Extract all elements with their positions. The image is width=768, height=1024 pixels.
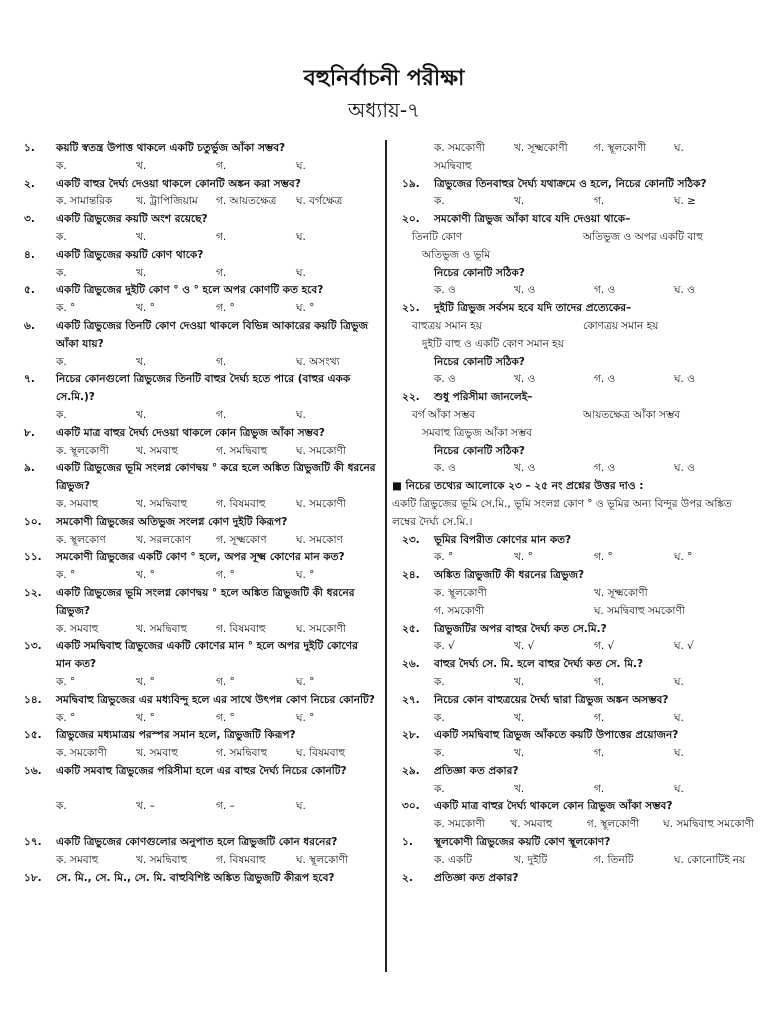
question (14, 247, 376, 265)
option: ঘ. ও (674, 462, 695, 475)
option: ঘ. (296, 408, 306, 421)
option: গ. ° (594, 551, 613, 564)
option: গ. (216, 159, 227, 172)
question-text: একটি ত্রিভুজের কয়টি অংশ রয়েছে? (56, 213, 208, 226)
options-row (14, 798, 376, 816)
question-number: ২২. (402, 391, 420, 404)
question (392, 300, 754, 318)
option: খ. সমদ্বিবাহু (136, 622, 188, 635)
option: ঘ. (674, 675, 684, 688)
option: খ. (136, 159, 147, 172)
option: গ. (216, 230, 227, 243)
question (14, 282, 376, 300)
option: গ. (216, 355, 227, 368)
options-row (14, 300, 376, 318)
question-text: একটি সমবাহু ত্রিভুজের পরিসীমা হলে এর বাহুর দৈর্ঘ্য নিচের কোনটি? (56, 764, 347, 777)
option: খ. ° (136, 711, 155, 724)
question-text: নিচের কোন বাহুত্রয়ের দৈর্ঘ্য দ্বারা ত্রিভুজ অঙ্কন অসম্ভব? (434, 693, 669, 706)
option: ক. ° (434, 551, 454, 564)
question-number: ২৭. (402, 693, 420, 706)
question (14, 460, 376, 496)
option: খ. ও (514, 284, 536, 297)
question (14, 727, 376, 745)
option: ঘ. (296, 266, 306, 279)
option: গ. সমকোণী (434, 604, 485, 617)
question-text: সমকোণী ত্রিভুজের একটি কোণ ° হলে, অপর সূক্ষ্ম কোণের মান কত? (56, 551, 345, 564)
option: খ. সমবাহু (136, 747, 178, 760)
question-number: ১৬. (24, 764, 42, 777)
option: ক. সমকোণী (56, 747, 107, 760)
option: ক. (434, 711, 445, 724)
question-text: একটি বাহুর দৈর্ঘ্য দেওয়া থাকলে কোনটি অঙ্কন করা সম্ভব? (56, 177, 301, 190)
option: ঘ. ° (296, 675, 315, 688)
question-number: ২৬. (402, 658, 420, 671)
option: ঘ. √ (674, 640, 694, 653)
options-row (392, 638, 754, 656)
option: গ. (594, 782, 605, 795)
options-row (392, 852, 754, 870)
option: খ. ও (514, 462, 536, 475)
question-text: একটি সমদ্বিবাহু ত্রিভুজ আঁকতে কয়টি উপাত্তের প্রয়োজন? (434, 729, 679, 742)
question (392, 798, 754, 816)
question (14, 870, 376, 888)
option: ঘ. ° (674, 551, 693, 564)
question-text: একটি ত্রিভুজের কয়টি কোণ থাকে? (56, 248, 204, 261)
option: ঘ. ° (296, 302, 315, 315)
option: ক. ও (434, 284, 456, 297)
option: খ. (514, 711, 525, 724)
option: খ. ° (136, 569, 155, 582)
option: গ. স্থূলকোণী (594, 142, 647, 154)
option: খ. সূক্ষ্মকোণী (594, 586, 648, 599)
question-text: ভূমির বিপরীত কোণের মান কত? (434, 533, 572, 546)
option: ক. (56, 230, 67, 243)
option: ক. (56, 266, 67, 279)
option: ক. একটি (434, 853, 473, 866)
question-number (392, 265, 434, 283)
option: গ. (594, 711, 605, 724)
option: ক. ও (434, 462, 456, 475)
options-row (392, 371, 754, 389)
question (392, 727, 754, 745)
question (392, 567, 754, 585)
question-number: ১. (24, 142, 35, 154)
passage-text: একটি ত্রিভুজের ভূমি সে.মি., ভূমি সংলগ্ন কোণ ° ও ভূমির অন্য বিন্দুর উপর অঙ্কিত লম্বের দৈর্ঘ্য সে.মি.। (392, 497, 732, 528)
question-text: প্রতিজ্ঞা কত প্রকার? (434, 871, 519, 884)
question (14, 176, 376, 194)
question (392, 265, 754, 283)
question-text: নিচের কোনগুলো ত্রিভুজের তিনটি বাহুর দৈর্ঘ্য হতে পারে (বাহুর একক সে.মি.)? (56, 373, 351, 404)
options-row (392, 140, 754, 158)
column-divider (385, 140, 387, 972)
question-number: ৪. (24, 248, 35, 261)
section-heading: ■ নিচের তথ্যের আলোকে ২৩ – ২৫ নং প্রশ্নের উত্তর দাও : (392, 480, 644, 493)
question (392, 834, 754, 852)
option: খ. ° (136, 675, 155, 688)
options-row (14, 229, 376, 247)
statement-row (392, 318, 754, 336)
option: ঘ. সমকোণী (296, 444, 346, 457)
question-number: ১৭. (24, 836, 42, 849)
options-row (392, 816, 754, 834)
option: গ. সমদ্বিবাহু (216, 444, 268, 457)
option: ক. স্থূলকোণী (434, 586, 487, 599)
left-column (14, 140, 376, 887)
option: ঘ. ও (674, 284, 695, 297)
question (392, 354, 754, 372)
question-number: ২০. (402, 213, 420, 226)
question (14, 371, 376, 407)
question-number (392, 354, 434, 372)
question-text: একটি মাত্র বাহুর দৈর্ঘ্য দেওয়া থাকলে কোন ত্রিভুজ আঁকা সম্ভব? (56, 426, 325, 439)
options-row (392, 460, 754, 478)
question-text: সমদ্বিবাহু ত্রিভুজের এর মধ্যবিন্দু হলে এর সাথে উৎপন্ন কোণ নিচের কোনটি? (56, 693, 375, 706)
option: গ. (216, 266, 227, 279)
options-row (14, 621, 376, 639)
option: খ. (514, 675, 525, 688)
options-row (14, 496, 376, 514)
question-number: ২৩. (402, 533, 420, 546)
option: গ. √ (594, 640, 615, 653)
option: খ. ট্রাপিজিয়াম (136, 195, 198, 208)
question-text: একটি ত্রিভুজের তিনটি কোণ দেওয়া থাকলে বিভিন্ন আকারের কয়টি ত্রিভুজ আঁকা যায়? (56, 319, 369, 350)
option: গ. সূক্ষ্মকোণ (216, 533, 267, 546)
question (14, 834, 376, 852)
question (392, 870, 754, 888)
question-text: একটি মাত্র বাহুর দৈর্ঘ্য থাকলে কোন ত্রিভুজ আঁকা সম্ভব? (434, 800, 673, 813)
option: ঘ. (296, 800, 306, 813)
question-number: ২১. (402, 302, 420, 315)
statement: তিনটি কোণ (412, 230, 463, 243)
question-number: ৫. (24, 284, 35, 297)
question-number: ১৩. (24, 640, 42, 653)
options-row (392, 674, 754, 692)
question-number: ১০. (24, 515, 42, 528)
statement: সমবাহু ত্রিভুজ আঁকা সম্ভব (422, 426, 533, 439)
option: ঘ. ও (674, 373, 695, 386)
question-number: ২৯. (402, 764, 420, 777)
question (392, 621, 754, 639)
options-row (14, 265, 376, 283)
option: ক. (434, 747, 445, 760)
question (392, 389, 754, 407)
option: খ. ° (514, 551, 533, 564)
options-row (392, 549, 754, 567)
option: ঘ. অসংখ্য (296, 355, 340, 368)
option: গ. – (216, 800, 235, 813)
question-text: দুইটি ত্রিভুজ সর্বসম হবে যদি তাদের প্রত্যেকের– (434, 302, 632, 315)
question-number: ১৯. (402, 177, 420, 190)
question-text: সে. মি., সে. মি., সে. মি. বাহুবিশিষ্ট অঙ্কিত ত্রিভুজটি কীরূপ হবে? (56, 871, 335, 884)
option: ক. স্থূলকোণী (56, 444, 109, 457)
question-number: ১৮. (24, 871, 42, 884)
option: ক. সমবাহু (56, 497, 99, 510)
option: ঘ. ° (296, 711, 315, 724)
option: খ. √ (514, 640, 535, 653)
options-row (392, 603, 754, 621)
question (392, 656, 754, 674)
option: খ. সমদ্বিবাহু (136, 853, 188, 866)
option: ক. (434, 782, 445, 795)
options-row (392, 781, 754, 799)
question-number: ৯. (24, 462, 35, 475)
option: গ. সমদ্বিবাহু (216, 747, 268, 760)
options-row (392, 193, 754, 211)
question-number: ৮. (24, 426, 35, 439)
question (392, 763, 754, 781)
option: ঘ. (674, 747, 684, 760)
question (14, 585, 376, 621)
option: ঘ. সমদ্বিবাহু সমকোণী (594, 604, 685, 617)
question (392, 532, 754, 550)
option: ক. ও (434, 373, 456, 386)
question-number: ২৫. (402, 622, 420, 635)
options-row (14, 674, 376, 692)
option: ক. (56, 159, 67, 172)
option: ক. ° (56, 711, 76, 724)
statement: বাহুত্রয় সমান হয় (412, 319, 482, 332)
option: ক. সামান্তরিক (56, 195, 113, 208)
options-row (14, 443, 376, 461)
question-number: ১২. (24, 586, 42, 599)
question-number: ২. (402, 871, 413, 884)
question-number: ৭. (24, 373, 35, 386)
options-row (14, 567, 376, 585)
option: খ. সমবাহু (136, 444, 178, 457)
option: খ. (136, 408, 147, 421)
option: ক. (434, 675, 445, 688)
question-text: একটি ত্রিভুজের ভূমি সংলগ্ন কোণদ্বয় ° হলে অঙ্কিত ত্রিভুজটি কী ধরনের ত্রিভুজ? (56, 586, 355, 617)
question-number: ১. (402, 836, 413, 849)
spacer (14, 781, 376, 799)
question-number: ২৪. (402, 569, 420, 582)
question-text: বাহুর দৈর্ঘ্য সে. মি. হলে বাহুর দৈর্ঘ্য কত সে. মি.? (434, 658, 644, 671)
question-number: ৩. (24, 213, 35, 226)
option: খ. ° (136, 302, 155, 315)
option: ঘ. (674, 142, 684, 154)
question (14, 140, 376, 158)
option: ঘ. বর্গক্ষেত্র (296, 195, 343, 208)
page-title: বহুনির্বাচনী পরীক্ষা (303, 66, 465, 91)
option: গ. (594, 675, 605, 688)
option: ক. ° (56, 302, 76, 315)
option: গ. বিষমবাহু (216, 497, 266, 510)
question-text: কয়টি স্বতন্ত্র উপাত্ত থাকলে একটি চতুর্ভুজ আঁকা সম্ভব? (56, 142, 286, 154)
question-text: অঙ্কিত ত্রিভুজটি কী ধরনের ত্রিভুজ? (434, 569, 585, 582)
option: ক. (56, 355, 67, 368)
question-text: স্থূলকোণী ত্রিভুজের কয়টি কোণ স্থূলকোণ? (434, 836, 611, 849)
option: খ. – (136, 800, 155, 813)
option: গ. ও (594, 462, 616, 475)
options-row (14, 193, 376, 211)
option: ক. (56, 408, 67, 421)
question-text: একটি ত্রিভুজের দুইটি কোণ ° ও ° হলে অপর কোণটি কত হবে? (56, 284, 324, 297)
question-text: প্রতিজ্ঞা কত প্রকার? (434, 764, 519, 777)
option: ঘ. বিষমবাহু (296, 747, 346, 760)
option: খ. সমবাহু (510, 818, 553, 831)
option: গ. (594, 195, 605, 208)
option: ক. (434, 195, 445, 208)
question-number: ১১. (24, 551, 42, 564)
option: খ. (514, 747, 525, 760)
statement-row (392, 229, 754, 247)
option: ঘ. সমকোণ (296, 533, 343, 546)
option: গ. ° (216, 569, 235, 582)
question-text: একটি ত্রিভুজের ভূমি সংলগ্ন কোণদ্বয় ° করে হলে অঙ্কিত ত্রিভুজটি কী ধরনের ত্রিভুজ? (56, 462, 376, 493)
question (392, 692, 754, 710)
question (14, 318, 376, 354)
statement: অতিভুজ ও অপর একটি বাহু (583, 230, 703, 243)
question (392, 211, 754, 229)
statement: বর্গ আঁকা সম্ভব (412, 408, 476, 421)
question-text: একটি ত্রিভুজের কোণগুলোর অনুপাত হলে ত্রিভুজটি কোন ধরনের? (56, 836, 338, 849)
question-number: ৬. (24, 319, 35, 332)
question-number: ৩০. (402, 800, 420, 813)
question-number: ১৫. (24, 729, 42, 742)
question-text: ত্রিভুজের তিনবাহুর দৈর্ঘ্য যথাক্রমে ও হলে, নিচের কোনটি সঠিক? (434, 177, 707, 190)
option: খ. (136, 230, 147, 243)
option: গ. আয়তক্ষেত্র (216, 195, 277, 208)
question (14, 638, 376, 674)
option: ক. সমকোণী (434, 818, 485, 831)
question-number: ১৪. (24, 693, 42, 706)
option: ক. ° (56, 675, 76, 688)
options-row (14, 710, 376, 728)
question-number: ২. (24, 177, 35, 190)
question (392, 443, 754, 461)
options-row (392, 745, 754, 763)
options-row (392, 710, 754, 728)
option: ঘ. সমকোণী (296, 497, 346, 510)
question (14, 211, 376, 229)
option: গ. ° (216, 711, 235, 724)
question-text: ত্রিভুজের মধ্যমাত্রয় পরস্পর সমান হলে, ত্রিভুজটি কিরূপ? (56, 729, 296, 742)
question-text: একটি সমদ্বিবাহু ত্রিভুজের একটি কোণের মান ° হলে অপর দুইটি কোণের মান কত? (56, 640, 358, 671)
option: গ. তিনটি (594, 853, 634, 866)
question-text: নিচের কোনটি সঠিক? (434, 444, 525, 457)
option: খ. (136, 266, 147, 279)
question (14, 549, 376, 567)
options-row (14, 852, 376, 870)
option: গ. ও (594, 284, 616, 297)
option: ক. সমকোণী (434, 142, 485, 154)
question-number (392, 443, 434, 461)
chapter-heading: অধ্যায়-৭ (347, 98, 421, 122)
option: গ. বিষমবাহু (216, 853, 266, 866)
option: ঘ. সমদ্বিবাহু সমকোণী (663, 818, 755, 831)
spacer (14, 816, 376, 834)
option: খ. সরলকোণ (136, 533, 192, 546)
question-text: ত্রিভুজটির অপর বাহুর দৈর্ঘ্য কত সে.মি.? (434, 622, 607, 635)
option: গ. ও (594, 373, 616, 386)
question (14, 514, 376, 532)
option: ঘ. (674, 711, 684, 724)
statement: অতিভুজ ও ভূমি (422, 248, 491, 261)
options-row (392, 282, 754, 300)
right-column (392, 140, 754, 887)
option: গ. বিষমবাহু (216, 622, 266, 635)
option: ঘ. (296, 230, 306, 243)
question-text: সমকোণী ত্রিভুজের অতিভুজ সংলগ্ন কোণ দুইটি কিরূপ? (56, 515, 288, 528)
options-row (14, 407, 376, 425)
option: ক. সমবাহু (56, 853, 99, 866)
option: গ. ° (216, 302, 235, 315)
statement: দুইটি বাহু ও একটি কোণ সমান হয় (422, 337, 564, 350)
statement: আয়তক্ষেত্র আঁকা সম্ভব (583, 408, 681, 421)
options-row (14, 354, 376, 372)
option: ঘ. কোনোটিই নয় (674, 853, 746, 866)
option: ঘ. (674, 782, 684, 795)
option: খ. (514, 782, 525, 795)
statement-row (392, 407, 754, 425)
question (14, 692, 376, 710)
option: ক. √ (434, 640, 455, 653)
options-row (14, 532, 376, 550)
option: ঘ. (296, 159, 306, 172)
continued-text: সমদ্বিবাহু (434, 159, 472, 172)
question (14, 425, 376, 443)
option: ঘ. ° (296, 569, 315, 582)
question-text: নিচের কোনটি সঠিক? (434, 355, 525, 368)
option: খ. (514, 195, 525, 208)
option: ক. স্থূলকোণ (56, 533, 106, 546)
question-text: শুধু পরিসীমা জানলেই– (434, 391, 533, 404)
option: খ. ও (514, 373, 536, 386)
option: খ. সমদ্বিবাহু (136, 497, 188, 510)
option: খ. দুইটি (514, 853, 548, 866)
question-number: ২৮. (402, 729, 420, 742)
question-text: নিচের কোনটি সঠিক? (434, 266, 525, 279)
option: গ. ° (216, 675, 235, 688)
options-row (14, 158, 376, 176)
option: ক. ° (56, 569, 76, 582)
option: ঘ. সমকোণী (296, 622, 346, 635)
question (14, 763, 376, 781)
question-text: সমকোণী ত্রিভুজ আঁকা যাবে যদি দেওয়া থাকে– (434, 213, 631, 226)
option: ক. সমবাহু (56, 622, 99, 635)
options-row (392, 585, 754, 603)
question (392, 176, 754, 194)
options-row (14, 745, 376, 763)
statement: কোণত্রয় সমান হয় (583, 319, 659, 332)
option: খ. সূক্ষ্মকোণী (514, 142, 568, 154)
option: খ. (136, 355, 147, 368)
option: ঘ. স্থূলকোণী (296, 853, 348, 866)
option: ঘ. ≥ (674, 195, 696, 208)
option: গ. স্থূলকোণী (586, 818, 640, 831)
option: ক. (56, 800, 67, 813)
option: গ. (216, 408, 227, 421)
option: গ. (594, 747, 605, 760)
